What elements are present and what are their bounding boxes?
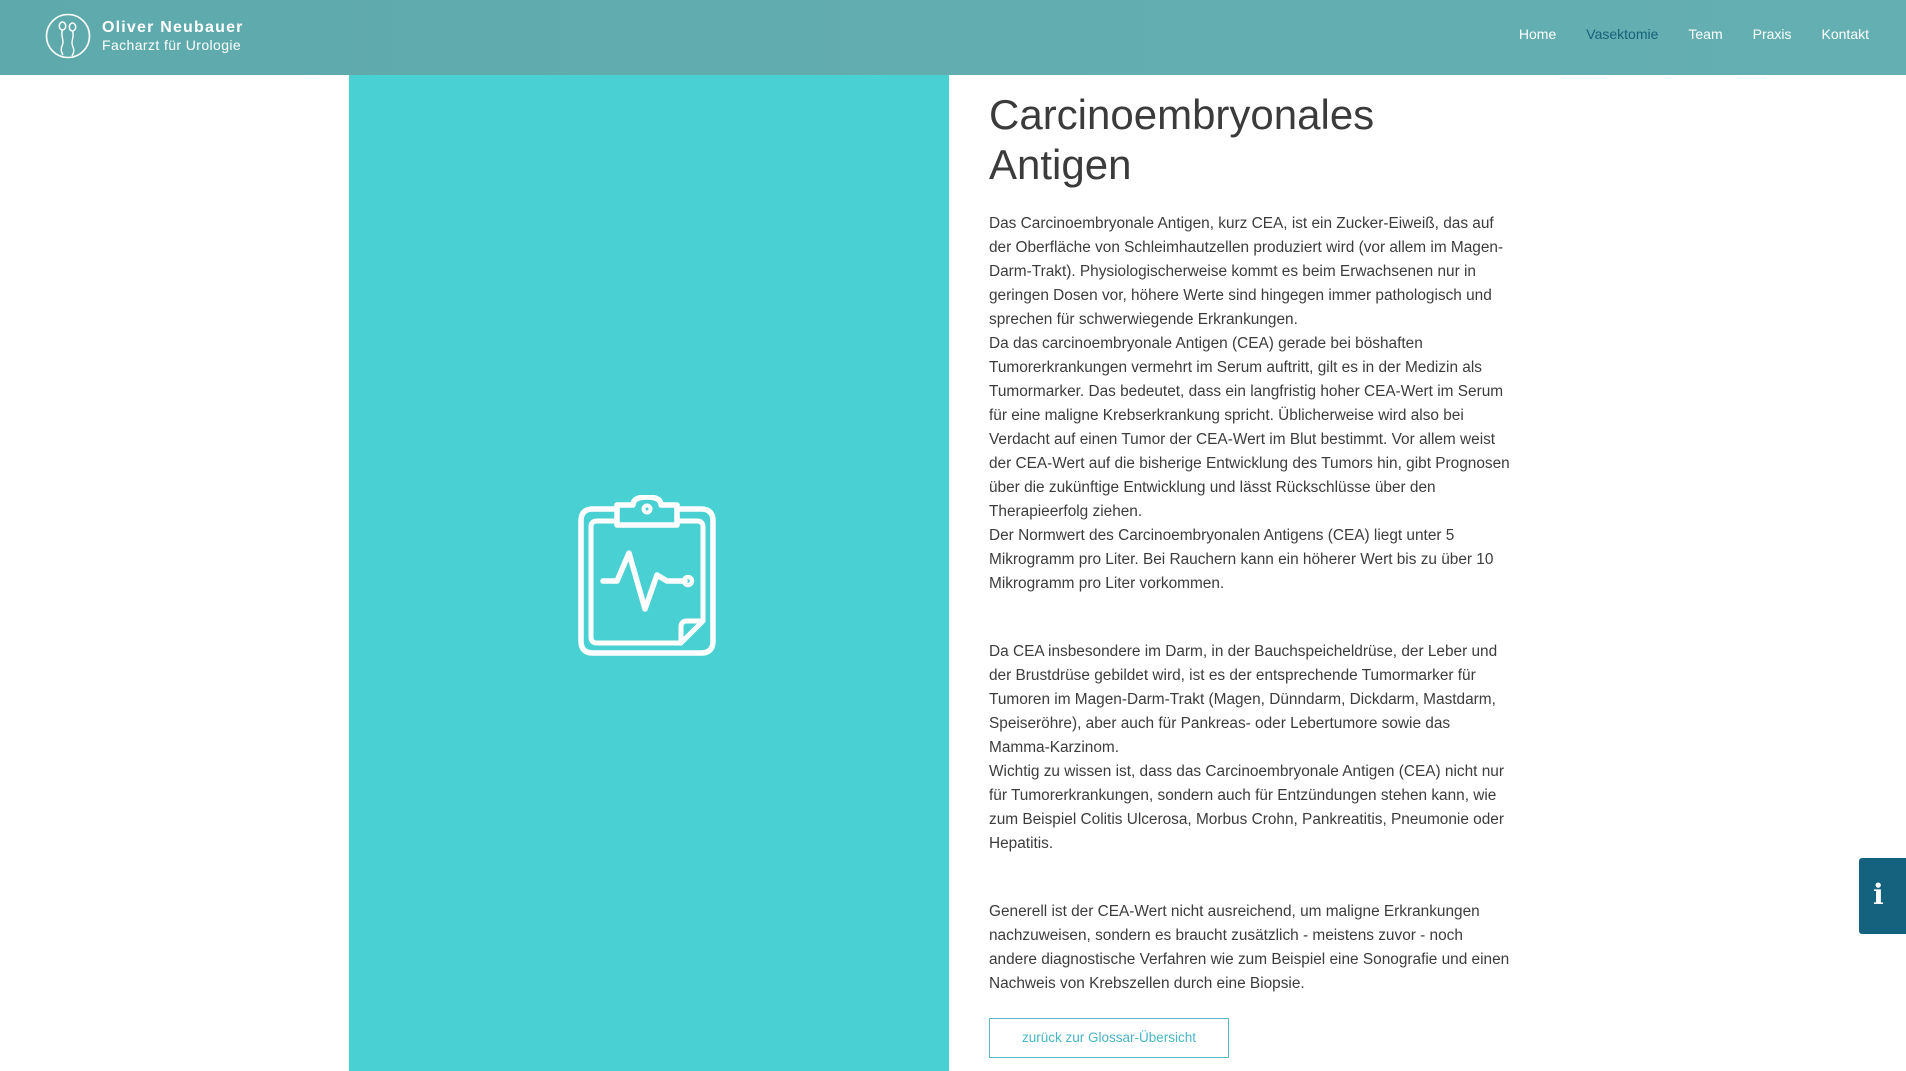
page-title-line2: Antigen	[989, 141, 1132, 188]
nav-item-vasektomie[interactable]: Vasektomie	[1586, 26, 1659, 42]
nav-item-kontakt[interactable]: Kontakt	[1821, 26, 1869, 42]
paragraph-spacer	[989, 856, 1514, 900]
logo-text	[102, 19, 244, 53]
nav-item-home[interactable]: Home	[1518, 26, 1557, 42]
page-title-line1: Carcinoembryonales	[989, 91, 1375, 138]
paragraph: Der Normwert des Carcinoembryonalen Antigens (CEA) liegt unter 5 Mikrogramm pro Liter. Bei Rauchern kann ein höherer Wert bis zu über 10 Mikrogramm pro Liter vorkommen.	[989, 527, 1494, 592]
nav-item-praxis[interactable]: Praxis	[1752, 26, 1792, 42]
nav-item-team[interactable]: Team	[1688, 26, 1723, 42]
hero-panel	[349, 75, 949, 1071]
logo-name: Oliver Neubauer	[102, 18, 244, 36]
paragraph-spacer	[989, 596, 1514, 640]
site-header	[0, 0, 1906, 75]
article	[989, 90, 1514, 1058]
clipboard-heartbeat-icon	[577, 495, 717, 657]
info-tab-button[interactable]	[1859, 858, 1906, 934]
info-icon: i	[1873, 878, 1884, 911]
paragraph: Wichtig zu wissen ist, dass das Carcinoembryonale Antigen (CEA) nicht nur für Tumorerkrankungen, sondern auch für Entzündungen stehen kann, wie zum Beispiel Colitis Ulcerosa, Morbus Crohn, Pankreatitis, Pneumonie oder Hepatitis.	[989, 763, 1504, 852]
page-title	[989, 90, 1514, 190]
paragraph: Das Carcinoembryonale Antigen, kurz CEA, ist ein Zucker-Eiweiß, das auf der Oberfläche von Schleimhautzellen produziert wird (vor allem im Magen-Darm-Trakt). Physiologischerweise kommt es beim Erwachsenen nur in geringen Dosen vor, höhere Werte sind hingegen immer pathologisch und sprechen für schwerwiegende Erkrankungen.	[989, 215, 1504, 328]
logo-link[interactable]	[45, 13, 244, 59]
logo-subtitle: Facharzt für Urologie	[102, 37, 242, 54]
main-nav	[1519, 26, 1869, 42]
back-to-glossary-button[interactable]: zurück zur Glossar-Übersicht	[989, 1018, 1229, 1058]
sperm-circle-logo-icon	[45, 13, 91, 59]
article-body	[989, 212, 1514, 996]
paragraph: Generell ist der CEA-Wert nicht ausreichend, um maligne Erkrankungen nachzuweisen, sondern es braucht zusätzlich - meistens zuvor - noch andere diagnostische Verfahren wie zum Beispiel eine Sonografie und einen Nachweis von Krebszellen durch eine Biopsie.	[989, 903, 1510, 992]
paragraph: Da CEA insbesondere im Darm, in der Bauchspeicheldrüse, der Leber und der Brustdrüse gebildet wird, ist es der entsprechende Tumormarker für Tumoren im Magen-Darm-Trakt (Magen, Dünndarm, Dickdarm, Mastdarm, Speiseröhre), aber auch für Pankreas- oder Lebertumore sowie das Mamma-Karzinom.	[989, 643, 1498, 756]
paragraph: Da das carcinoembryonale Antigen (CEA) gerade bei böshaften Tumorerkrankungen vermehrt im Serum auftritt, gilt es in der Medizin als Tumormarker. Das bedeutet, dass ein langfristig hoher CEA-Wert im Serum für eine maligne Krebserkrankung spricht. Üblicherweise wird also bei Verdacht auf einen Tumor der CEA-Wert im Blut bestimmt. Vor allem weist der CEA-Wert auf die bisherige Entwicklung des Tumors hin, gibt Prognosen über die zukünftige Entwicklung und lässt Rückschlüsse über den Therapieerfolg ziehen.	[989, 335, 1510, 520]
